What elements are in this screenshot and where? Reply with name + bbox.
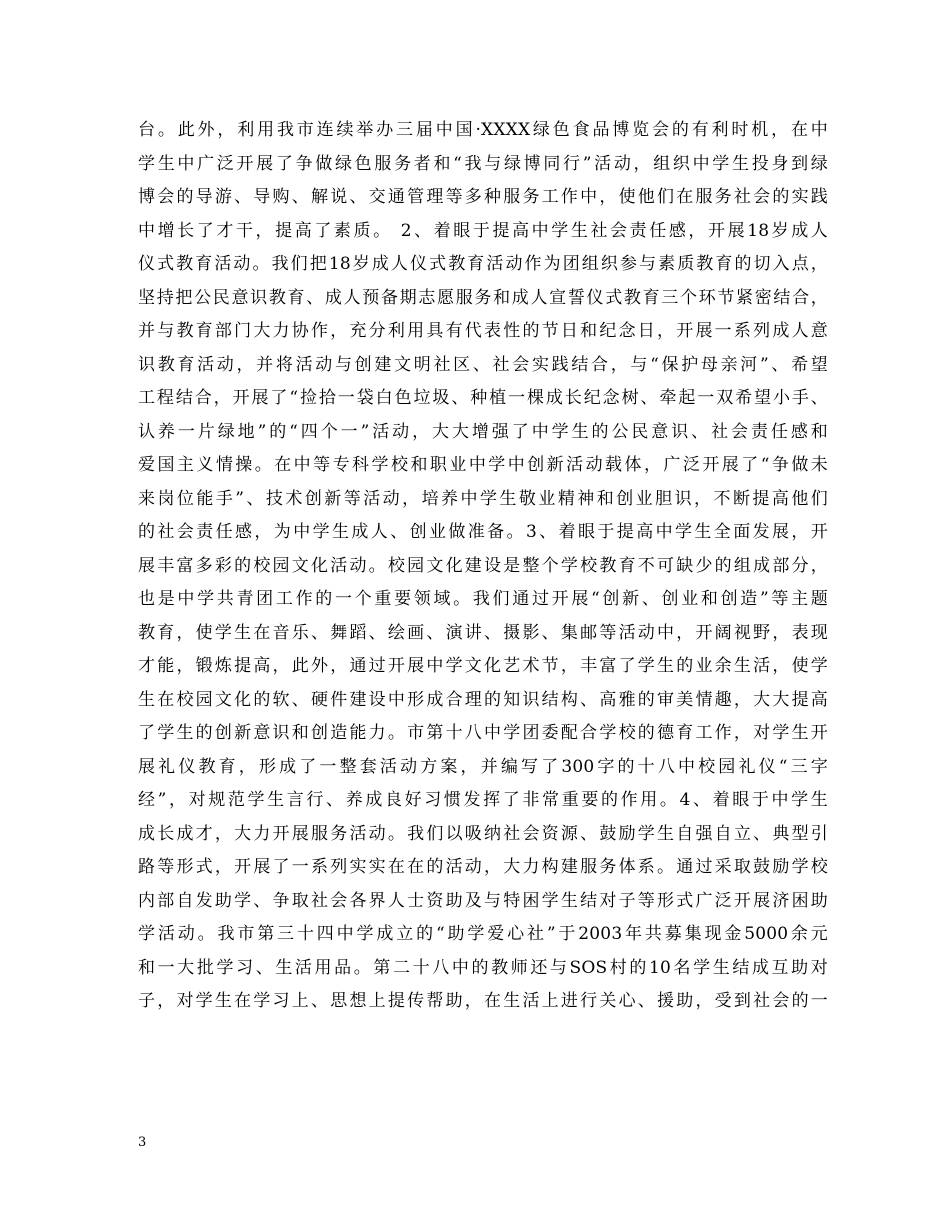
page-number: 3 [138,1135,147,1150]
text-line: 学生中广泛开展了争做绿色服务者和“我与绿博同行”活动，组织中学生投身到绿 [138,153,828,174]
text-line: 坚持把公民意识教育、成人预备期志愿服务和成人宣誓仪式教育三个环节紧密结合， [138,287,828,308]
text-line: 经”，对规范学生言行、养成良好习惯发挥了非常重要的作用。4、着眼于中学生 [138,790,828,810]
text-line: 了学生的创新意识和创造能力。市第十八中学团委配合学校的德育工作，对学生开 [138,723,828,743]
text-line: 来岗位能手”、技术创新等活动，培养中学生敬业精神和创业胆识，不断提高他们 [138,488,828,509]
text-line: 台。此外，利用我市连续举办三届中国·XXXX绿色食品博览会的有利时机，在中 [138,120,828,140]
text-line: 的社会责任感，为中学生成人、创业做准备。3、着眼于提高中学生全面发展，开 [138,522,828,542]
text-line: 爱国主义情操。在中等专科学校和职业中学中创新活动载体，广泛开展了“争做未 [138,455,828,475]
text-line: 路等形式，开展了一系列实实在在的活动，大力构建服务体系。通过采取鼓励学校 [138,857,828,877]
text-line: 展丰富多彩的校园文化活动。校园文化建设是整个学校教育不可缺少的组成部分， [138,555,828,576]
text-line: 识教育活动，并将活动与创建文明社区、社会实践结合，与“保护母亲河”、希望 [138,354,828,375]
text-line: 认养一片绿地”的“四个一”活动，大大增强了中学生的公民意识、社会责任感和 [138,421,828,442]
text-line: 生在校园文化的软、硬件建设中形成合理的知识结构、高雅的审美情趣，大大提高 [138,689,828,710]
text-line: 中增长了才干，提高了素质。 2、着眼于提高中学生社会责任感，开展18岁成人 [138,220,828,241]
text-line: 才能，锻炼提高，此外，通过开展中学文化艺术节，丰富了学生的业余生活，使学 [138,656,828,676]
text-line: 并与教育部门大力协作，充分利用具有代表性的节日和纪念日，开展一系列成人意 [138,321,828,341]
text-line: 学活动。我市第三十四中学成立的“助学爱心社”于2003年共募集现金5000余元 [138,924,828,944]
text-line: 博会的导游、导购、解说、交通管理等多种服务工作中，使他们在服务社会的实践 [138,187,828,207]
text-line: 教育，使学生在音乐、舞蹈、绘画、演讲、摄影、集邮等活动中，开阔视野，表现 [138,622,828,643]
body-text [138,114,828,1019]
text-line: 内部自发助学、争取社会各界人士资助及与特困学生结对子等形式广泛开展济困助 [138,890,828,911]
text-line: 和一大批学习、生活用品。第二十八中的教师还与SOS村的10名学生结成互助对 [138,957,828,978]
text-line: 仪式教育活动。我们把18岁成人仪式教育活动作为团组织参与素质教育的切入点， [138,254,828,274]
text-line: 子，对学生在学习上、思想上提传帮助，在生活上进行关心、援助，受到社会的一 [138,991,828,1011]
text-line: 成长成才，大力开展服务活动。我们以吸纳社会资源、鼓励学生自强自立、典型引 [138,823,828,844]
text-line: 也是中学共青团工作的一个重要领域。我们通过开展“创新、创业和创造”等主题 [138,589,828,609]
text-line: 工程结合，开展了“捡拾一袋白色垃圾、种植一棵成长纪念树、牵起一双希望小手、 [138,388,828,408]
text-line: 展礼仪教育，形成了一整套活动方案，并编写了300字的十八中校园礼仪“三字 [138,756,828,777]
